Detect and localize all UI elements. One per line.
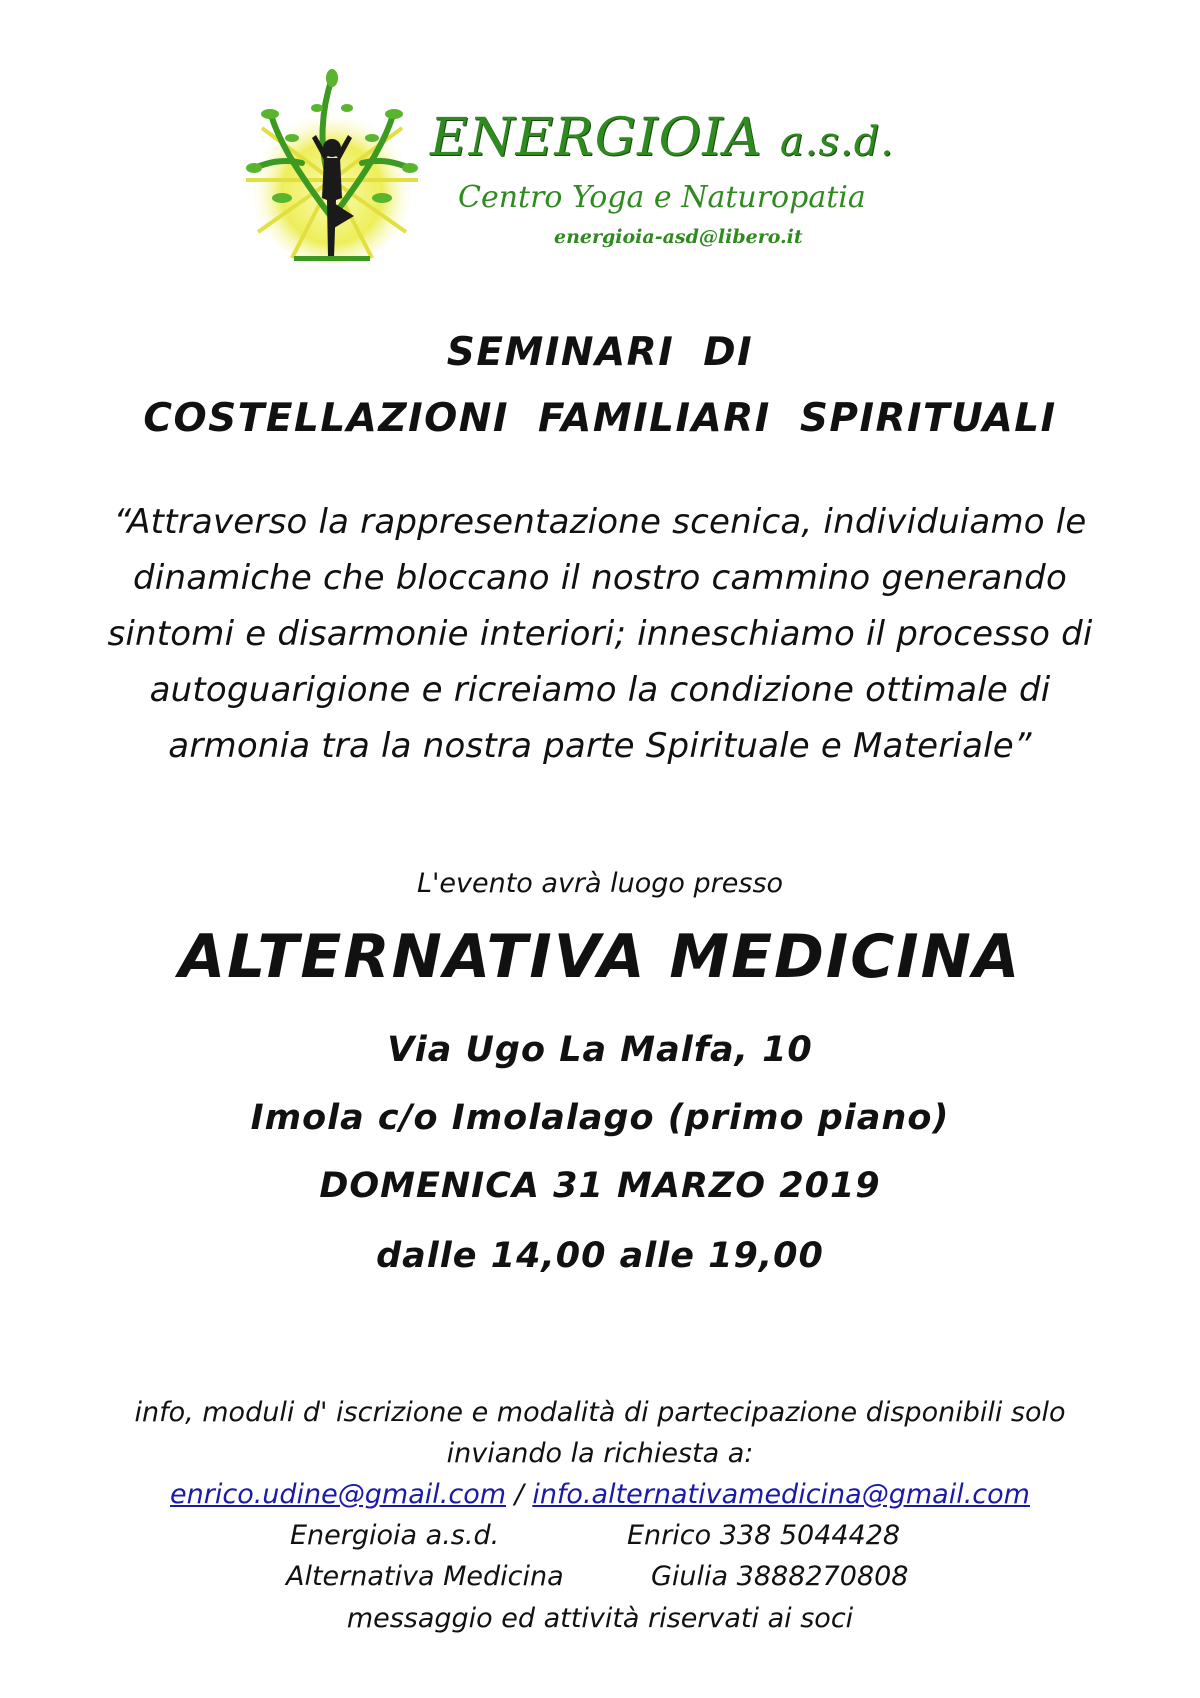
quote-line: “Attraverso la rappresentazione scenica, individuiamo le: [113, 502, 1087, 542]
logo-subtitle: Centro Yoga e Naturopatia: [458, 180, 866, 215]
email-separator: /: [514, 1479, 524, 1510]
tree-yoga-figure-icon: [232, 68, 432, 268]
footer-note: messaggio ed attività riservati ai soci: [346, 1603, 854, 1634]
contact-org-energioia: Energioia a.s.d.: [290, 1520, 500, 1551]
contact-person-enrico: Enrico 338 5044428: [627, 1520, 901, 1551]
event-date: DOMENICA 31 MARZO 2019: [319, 1166, 881, 1206]
logo-title: ENERGIOIA a.s.d.: [430, 108, 895, 168]
event-intro: L'evento avrà luogo presso: [416, 868, 784, 899]
footer-emails: [0, 1474, 1200, 1515]
contact-org-alternativa: Alternativa Medicina: [286, 1561, 564, 1592]
quote-line: armonia tra la nostra parte Spirituale e Materiale”: [168, 726, 1032, 766]
footer-info-line-1: info, moduli d' iscrizione e modalità di partecipazione disponibili solo: [134, 1397, 1066, 1428]
venue-name: ALTERNATIVA MEDICINA: [178, 922, 1022, 992]
quote-block: [0, 494, 1200, 774]
quote-line: autoguarigione e ricreiamo la condizione ottimale di: [149, 670, 1051, 710]
heading-line-2: COSTELLAZIONI FAMILIARI SPIRITUALI: [143, 396, 1057, 441]
logo-email: energioia-asd@libero.it: [554, 226, 803, 248]
heading-line-1: SEMINARI DI: [446, 330, 754, 375]
quote-line: sintomi e disarmonie interiori; inneschiamo il processo di: [107, 614, 1093, 654]
energioia-logo: [232, 68, 952, 268]
event-address: Via Ugo La Malfa, 10: [387, 1030, 813, 1070]
quote-line: dinamiche che bloccano il nostro cammino generando: [133, 558, 1067, 598]
email-link-alternativa[interactable]: info.alternativamedicina@gmail.com: [532, 1479, 1030, 1510]
event-time: dalle 14,00 alle 19,00: [376, 1236, 824, 1276]
footer-info-line-2: inviando la richiesta a:: [446, 1438, 754, 1469]
email-link-enrico[interactable]: enrico.udine@gmail.com: [170, 1479, 507, 1510]
contact-person-giulia: Giulia 3888270808: [651, 1561, 909, 1592]
event-city: Imola c/o Imolalago (primo piano): [250, 1098, 950, 1138]
